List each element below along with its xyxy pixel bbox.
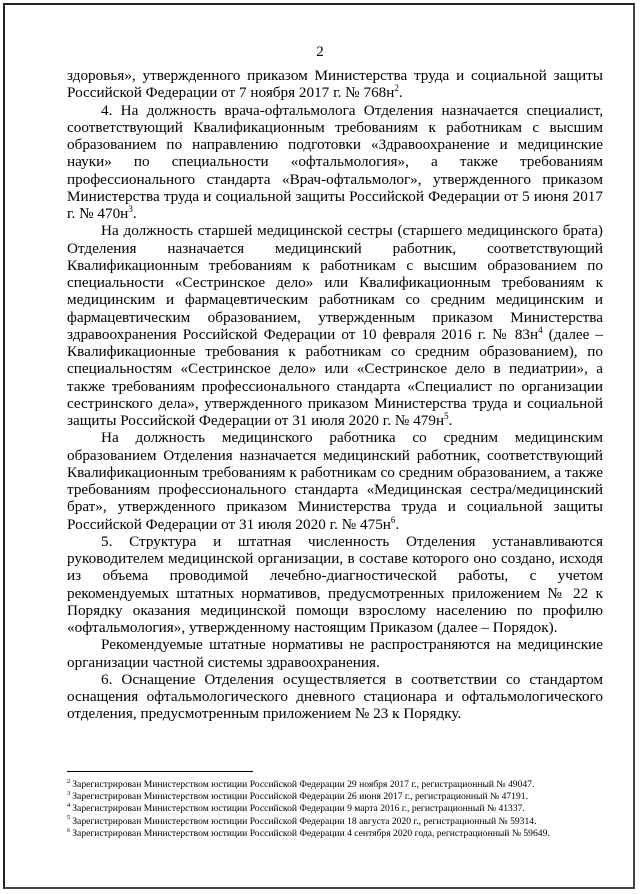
paragraph-ophthalmologist <box>67 102 603 223</box>
footnote-ref: 4 <box>538 324 543 335</box>
paragraph-tail: . <box>398 84 403 102</box>
footnote-text: Зарегистрирован Министерством юстиции Российской Федерации 18 августа 2020 г., регистрационный № 59314. <box>72 815 537 827</box>
footnote-text: Зарегистрирован Министерством юстиции Российской Федерации 4 сентября 2020 года, регистрационный № 59649. <box>72 827 550 839</box>
paragraph-continuation <box>67 67 603 102</box>
footnote-ref: 3 <box>128 203 133 214</box>
page-number: 2 <box>316 44 324 60</box>
paragraph-head-nurse <box>67 222 603 429</box>
paragraph-text-cont: (далее – Квалификационные требования к работникам со средним образованием), по специальностям «Сестринское дело» или «Сестринское дело в педиатрии», а также требованиям профессионального стандарта «Специалист по организации сестринского дела», утвержденного приказом Министерства труда и социальной защиты Российской Федерации от 31 июля 2020 г. № 479н <box>67 325 603 429</box>
paragraph-text: 4. На должность врача-офтальмолога Отделения назначается специалист, соответствующий Квалификационным требованиям к работникам с высшим образованием по направлению подготовки «Здравоохранение и медицинские науки» по специальности «офтальмология», а также требованиям профессионального стандарта «Врач-офтальмолог», утвержденного приказом Министерства труда и социальной защиты Российской Федерации от 5 июня 2017 г. № 470н <box>67 101 603 222</box>
footnote-mark: 2 <box>67 777 71 785</box>
paragraph-nurse <box>67 429 603 533</box>
document-body <box>67 67 603 723</box>
footnote-mark: 5 <box>67 814 71 822</box>
footnote-text: Зарегистрирован Министерством юстиции Российской Федерации 29 ноября 2017 г., регистрационный № 49047. <box>72 779 535 790</box>
footnote-mark: 4 <box>67 802 71 810</box>
paragraph-tail: . <box>132 205 137 222</box>
footnote-text: Зарегистрирован Министерством юстиции Российской Федерации 26 июня 2017 г., регистрационный № 47191. <box>72 791 528 803</box>
footnote <box>67 816 627 828</box>
footnote-ref: 5 <box>444 410 449 421</box>
footnote <box>67 828 627 840</box>
footnote-divider <box>67 771 253 772</box>
paragraph-text: Рекомендуемые штатные нормативы не распространяются на медицинские организации частной системы здравоохранения. <box>67 636 603 671</box>
footnotes <box>67 779 627 840</box>
paragraph-text: На должность медицинского работника со средним медицинским образованием Отделения назначается медицинский работник, соответствующий Квалификационным требованиям к работникам со средним образованием, а также требованиям профессионального стандарта «Медицинская сестра/медицинский брат», утвержденного приказом Министерства труда и социальной защиты Российской Федерации от 31 июля 2020 г. № 475н <box>67 429 603 533</box>
footnote <box>67 803 627 815</box>
paragraph-tail: . <box>448 412 453 429</box>
footnote-mark: 3 <box>67 790 71 798</box>
footnote-text: Зарегистрирован Министерством юстиции Российской Федерации 9 марта 2016 г., регистрационный № 41337. <box>72 803 525 815</box>
paragraph-text: На должность старшей медицинской сестры (старшего медицинского брата) Отделения назначается медицинский работник, соответствующий Квалификационным требованиям к работникам с высшим образованием по специальности «Сестринское дело» или Квалификационным требованиям к медицинским и фармацевтическим работникам со средним медицинским и фармацевтическим образованием, утвержденным приказом Министерства здравоохранения Российской Федерации от 10 февраля 2016 г. № 83н <box>67 222 603 343</box>
footnote-mark: 6 <box>67 826 71 834</box>
paragraph-text: 6. Оснащение Отделения осуществляется в соответствии со стандартом оснащения офтальмологического дневного стационара и офтальмологического отделения, предусмотренным приложением № 23 к Порядку. <box>67 670 603 723</box>
paragraph-structure <box>67 533 603 637</box>
footnote <box>67 791 627 803</box>
paragraph-staffing-norms <box>67 636 603 671</box>
paragraph-text: 5. Структура и штатная численность Отделения устанавливаются руководителем медицинской организации, в составе которого оно создано, исходя из объема проводимой лечебно-диагностической работы, с учетом рекомендуемых штатных нормативов, предусмотренных приложением № 22 к Порядку оказания медицинской помощи взрослому населению по профилю «офтальмология», утвержденному настоящим Приказом (далее – Порядок). <box>67 532 603 636</box>
paragraph-tail: . <box>395 515 400 533</box>
footnote-ref: 6 <box>390 514 396 525</box>
paragraph-equipment <box>67 671 603 723</box>
paragraph-text: здоровья», утвержденного приказом Министерства труда и социальной защиты Российской Федерации от 7 ноября 2017 г. № 768н <box>67 67 603 102</box>
footnote-ref: 2 <box>394 83 399 94</box>
footnote <box>67 779 627 791</box>
